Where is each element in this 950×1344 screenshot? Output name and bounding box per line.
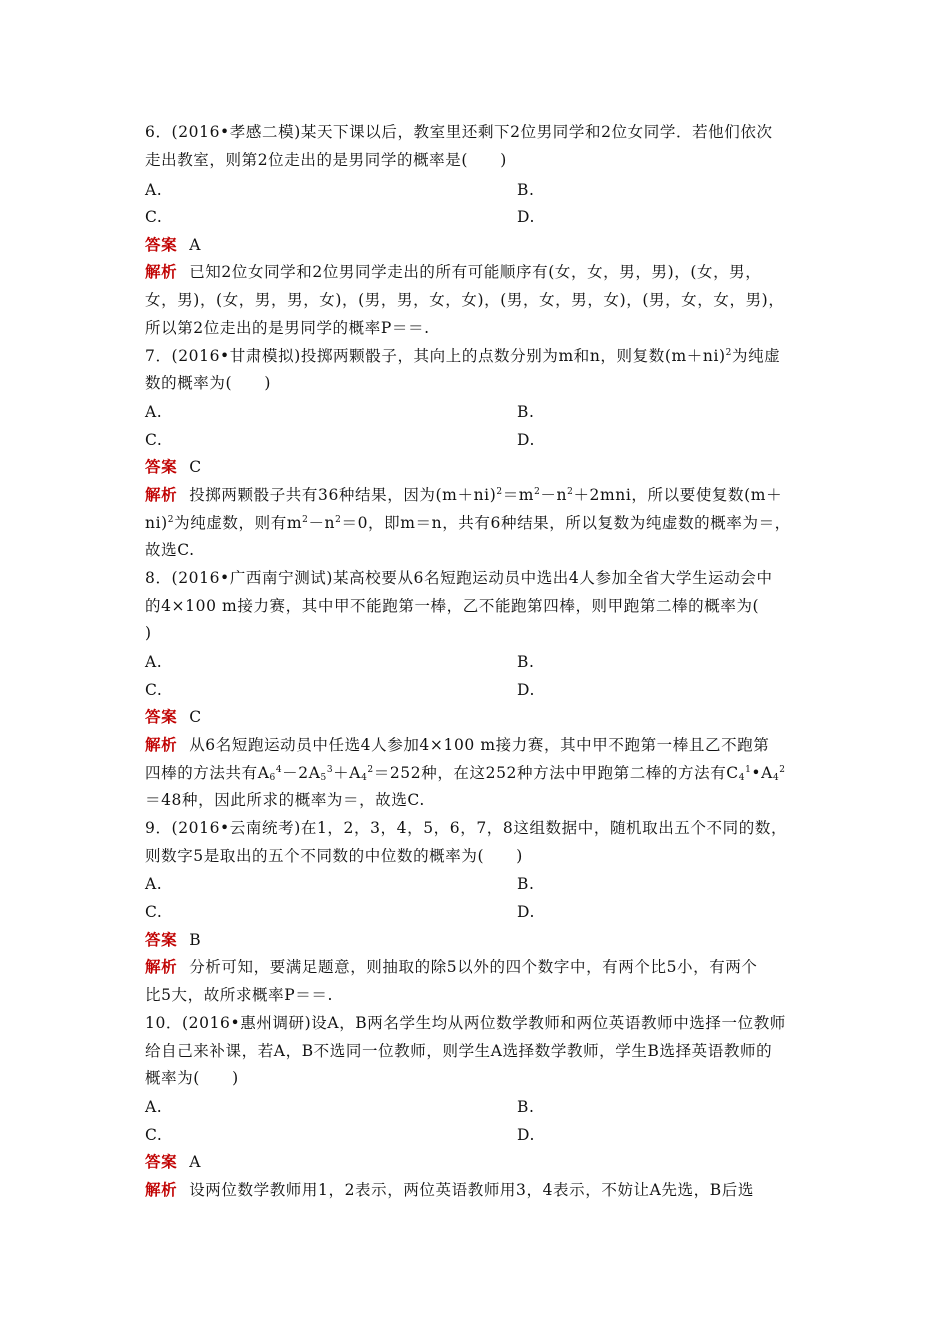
analysis-label: 解析 (145, 957, 178, 976)
analysis-label: 解析 (145, 1180, 178, 1199)
q7-answer-value: C (189, 458, 202, 476)
q8-analysis-line3: ＝48种，因此所求的概率为＝，故选C. (145, 791, 425, 809)
q7-stem-line2: 数的概率为( ) (145, 374, 271, 392)
q9-stem-line2: 则数字5是取出的五个不同数的中位数的概率为( ) (145, 847, 523, 865)
q7-a2-t1: ni) (145, 514, 168, 532)
q6-option-d: D. (517, 208, 536, 226)
q7-a1-t4: ＋2mni，所以要使复数(m＋ (573, 486, 783, 504)
q8-a2-sup2: 3 (326, 765, 334, 775)
q9-analysis-line1 (145, 957, 758, 977)
q7-a2-s1: 2 (167, 515, 175, 525)
q8-option-a: A. (145, 653, 163, 671)
q10-a1-text: 设两位数学教师用1，2表示，两位英语教师用3，4表示，不妨让A先选，B后选 (189, 1181, 754, 1199)
q10-stem-line1: 10．(2016•惠州调研)设A，B两名学生均从两位数学教师和两位英语教师中选择一位教师 (145, 1014, 786, 1032)
q8-a2-t2: －2A (282, 764, 321, 782)
q8-a2-sup5: 2 (779, 765, 786, 775)
q8-a2-sub2: 5 (320, 773, 327, 783)
q8-a2-sub5: 4 (772, 773, 780, 783)
q6-analysis-text1: 已知2位女同学和2位男同学走出的所有可能顺序有(女，女，男，男)，(女，男， (189, 263, 762, 281)
q10-option-d: D. (517, 1126, 536, 1144)
q9-option-d: D. (517, 903, 536, 921)
q6-option-b: B. (517, 181, 535, 199)
q10-option-b: B. (517, 1098, 535, 1116)
q8-a2-sub4: 4 (738, 773, 746, 783)
q6-option-c: C. (145, 208, 163, 226)
q10-option-a: A. (145, 1098, 163, 1116)
q7-option-b: B. (517, 403, 535, 421)
q7-option-d: D. (517, 431, 536, 449)
answer-label: 答案 (145, 457, 178, 476)
q6-option-a: A. (145, 181, 163, 199)
q8-a2-sub3: 4 (361, 773, 368, 783)
q7-a1-s3: 2 (567, 487, 574, 497)
q6-answer (145, 235, 201, 255)
q6-analysis-line2: 女，男)，(女，男，男，女)，(男，男，女，女)，(男，女，男，女)，(男，女，女，男)， (145, 291, 785, 309)
q7-analysis-line2 (145, 513, 791, 533)
q6-stem-line2: 走出教室，则第2位走出的是男同学的概率是( ) (145, 151, 507, 169)
q9-a1-text: 分析可知，要满足题意，则抽取的除5以外的四个数字中，有两个比5小，有两个 (189, 958, 758, 976)
q7-a2-t4: ＝0，即m＝n，共有6种结果，所以复数为纯虚数的概率为＝， (341, 514, 791, 532)
analysis-label: 解析 (145, 262, 178, 281)
q8-a2-t3: ＋A (333, 764, 362, 782)
q9-answer (145, 930, 201, 950)
q8-option-b: B. (517, 653, 535, 671)
q8-answer-value: C (189, 708, 202, 726)
q7-a1-t2: ＝m (502, 486, 535, 504)
q10-stem-line2: 给自己来补课，若A，B不选同一位教师，则学生A选择数学教师，学生B选择英语教师的 (145, 1042, 773, 1060)
q6-answer-value: A (189, 236, 201, 254)
q7-a2-t2: 为纯虚数，则有m (174, 514, 303, 532)
q7-a2-t3: －n (308, 514, 336, 532)
q7-stem-text1: 7．(2016•甘肃模拟)投掷两颗骰子，其向上的点数分别为m和n，则复数(m＋ni) (145, 347, 726, 365)
answer-label: 答案 (145, 930, 178, 949)
q8-analysis-line1 (145, 735, 769, 755)
q7-a2-s2: 2 (302, 515, 309, 525)
q7-a1-s1: 2 (496, 487, 503, 497)
q7-a1-s2: 2 (534, 487, 541, 497)
q9-option-b: B. (517, 875, 535, 893)
q6-stem-line1: 6．(2016•孝感二模)某天下课以后，教室里还剩下2位男同学和2位女同学．若他们依次 (145, 123, 773, 141)
q9-analysis-line2: 比5大，故所求概率P＝＝. (145, 986, 334, 1004)
q7-answer (145, 457, 202, 477)
q9-option-a: A. (145, 875, 163, 893)
q8-stem-line3: ) (145, 624, 152, 642)
q7-analysis-line3: 故选C. (145, 541, 195, 559)
q7-stem-line1 (145, 346, 780, 366)
q7-a1-t3: －n (540, 486, 568, 504)
q8-analysis-line2 (145, 763, 786, 783)
q10-answer-value: A (189, 1153, 201, 1171)
q7-stem-sup: 2 (725, 348, 732, 358)
answer-label: 答案 (145, 707, 178, 726)
answer-label: 答案 (145, 1152, 178, 1171)
answer-label: 答案 (145, 235, 178, 254)
q7-a2-s3: 2 (335, 515, 342, 525)
analysis-label: 解析 (145, 485, 178, 504)
q7-option-a: A. (145, 403, 163, 421)
q6-analysis-line1 (145, 262, 761, 282)
q10-stem-line3: 概率为( ) (145, 1069, 239, 1087)
q10-option-c: C. (145, 1126, 163, 1144)
analysis-label: 解析 (145, 735, 178, 754)
q8-a2-t1: 四棒的方法共有A (145, 764, 270, 782)
q8-stem-line1: 8．(2016•广西南宁测试)某高校要从6名短跑运动员中选出4人参加全省大学生运动会中 (145, 569, 773, 587)
q7-option-c: C. (145, 431, 163, 449)
q8-a2-sup4: 1 (745, 765, 752, 775)
q9-stem-line1: 9．(2016•云南统考)在1，2，3，4，5，6，7，8这组数据中，随机取出五个不同的数， (145, 819, 788, 837)
q8-a2-t5: •A (751, 764, 773, 782)
q8-a2-t4: ＝252种，在这252种方法中甲跑第二棒的方法有C (373, 764, 739, 782)
q8-a2-sub1: 6 (269, 773, 276, 783)
q7-stem-text2: 为纯虚 (732, 347, 781, 365)
q7-analysis-line1 (145, 485, 782, 505)
q8-answer (145, 707, 202, 727)
q10-answer (145, 1152, 201, 1172)
q7-a1-t1: 投掷两颗骰子共有36种结果，因为(m＋ni) (189, 486, 497, 504)
q8-a2-sup3: 2 (367, 765, 374, 775)
q10-analysis-line1 (145, 1180, 754, 1200)
q8-option-d: D. (517, 681, 536, 699)
q9-answer-value: B (189, 931, 202, 949)
q9-option-c: C. (145, 903, 163, 921)
q6-analysis-line3: 所以第2位走出的是男同学的概率P＝＝. (145, 319, 430, 337)
q8-a2-sup1: 4 (275, 765, 283, 775)
q8-stem-line2: 的4×100 m接力赛，其中甲不能跑第一棒，乙不能跑第四棒，则甲跑第二棒的概率为( (145, 597, 760, 615)
q8-a1-text: 从6名短跑运动员中任选4人参加4×100 m接力赛，其中甲不跑第一棒且乙不跑第 (189, 736, 770, 754)
q8-option-c: C. (145, 681, 163, 699)
